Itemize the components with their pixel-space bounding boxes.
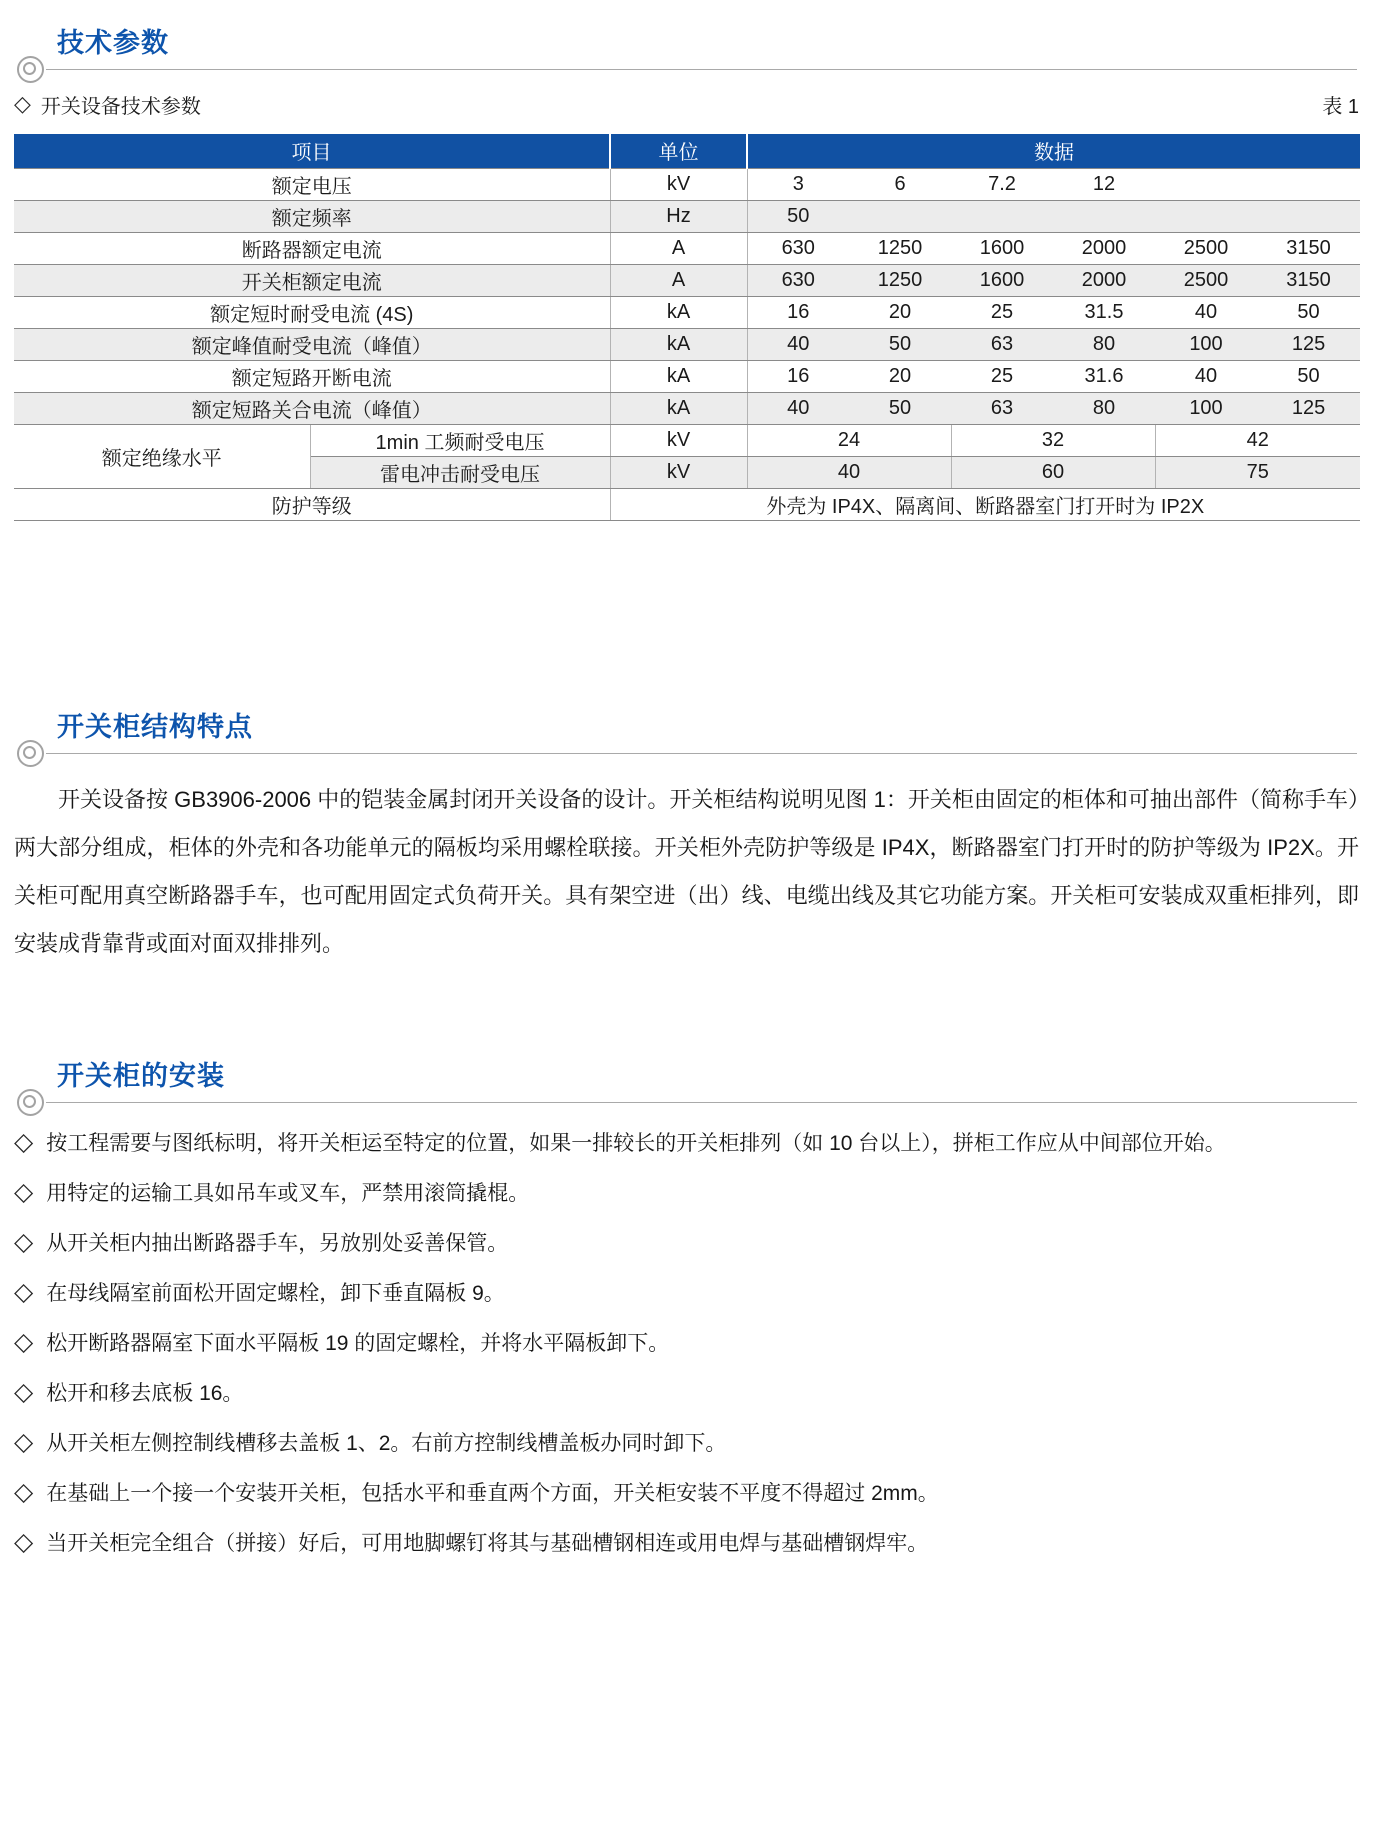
list-item-text: 从开关柜内抽出断路器手车，另放别处妥善保管。: [46, 1231, 509, 1255]
list-item: [14, 1217, 1359, 1267]
cell-unit: A: [610, 232, 747, 264]
cell-label: 额定频率: [14, 200, 610, 232]
cell-value: 100: [1155, 392, 1257, 424]
table-row: [14, 200, 1360, 232]
cell-value: 63: [951, 392, 1053, 424]
cell-value: [1257, 168, 1360, 200]
table-row: [14, 168, 1360, 200]
list-item-text: 按工程需要与图纸标明，将开关柜运至特定的位置，如果一排较长的开关柜排列（如 10 台以上），拼柜工作应从中间部位开始。: [46, 1131, 1226, 1155]
cell-value: [1155, 200, 1257, 232]
cell-value: 2000: [1053, 264, 1155, 296]
structure-paragraph: 开关设备按 GB3906-2006 中的铠装金属封闭开关设备的设计。开关柜结构说明见图 1：开关柜由固定的柜体和可抽出部件（简称手车）两大部分组成，柜体的外壳和各功能单元的隔板均采用螺栓联接。开关柜外壳防护等级是 IP4X，断路器室门打开时的防护等级为 IP2X。开关柜可配用真空断路器手车，也可配用固定式负荷开关。具有架空进（出）线、电缆出线及其它功能方案。开关柜可安装成双重柜排列，即安装成背靠背或面对面双排排列。: [14, 786, 1359, 956]
cell-value: 16: [747, 360, 849, 392]
table-row: [14, 488, 1360, 520]
cell-value: 2000: [1053, 232, 1155, 264]
divider-line: [46, 753, 1357, 754]
ring-marker-icon: [17, 1089, 44, 1116]
section-title: 开关柜的安装: [57, 1060, 225, 1091]
cell-value: 24: [747, 424, 951, 456]
cell-value: 31.5: [1053, 296, 1155, 328]
divider-line: [46, 69, 1357, 70]
section-header-tech-params: [14, 0, 1359, 84]
cell-value: 20: [849, 360, 951, 392]
cell-value: 25: [951, 360, 1053, 392]
cell-value: 630: [747, 232, 849, 264]
table-caption-row: [14, 90, 1359, 118]
list-item: [14, 1267, 1359, 1317]
list-item: [14, 1517, 1359, 1567]
ring-marker-icon: [17, 56, 44, 83]
ring-marker-icon: [17, 740, 44, 767]
cell-label: 额定短路关合电流（峰值）: [14, 392, 610, 424]
cell-unit: kA: [610, 360, 747, 392]
list-item-text: 松开断路器隔室下面水平隔板 19 的固定螺栓，并将水平隔板卸下。: [46, 1331, 670, 1355]
diamond-icon: ◇: [14, 1377, 34, 1406]
diamond-icon: ◇: [14, 1477, 34, 1506]
table-row: [14, 424, 1360, 456]
list-item-text: 在母线隔室前面松开固定螺栓，卸下垂直隔板 9。: [46, 1281, 505, 1305]
list-item: [14, 1167, 1359, 1217]
cell-value: 40: [747, 328, 849, 360]
cell-value: 3150: [1257, 264, 1360, 296]
cell-value: 25: [951, 296, 1053, 328]
spec-table: [14, 134, 1360, 521]
cell-value: 7.2: [951, 168, 1053, 200]
cell-value: 42: [1155, 424, 1360, 456]
section-header-structure: [14, 710, 1359, 768]
diamond-icon: ◇: [14, 1127, 34, 1156]
cell-value: 75: [1155, 456, 1360, 488]
section-title: 开关柜结构特点: [57, 711, 253, 742]
cell-sublabel: 雷电冲击耐受电压: [310, 456, 610, 488]
cell-sublabel: 1min 工频耐受电压: [310, 424, 610, 456]
list-item-text: 从开关柜左侧控制线槽移去盖板 1、2。右前方控制线槽盖板办同时卸下。: [46, 1431, 727, 1455]
cell-value: 125: [1257, 392, 1360, 424]
cell-label: 额定峰值耐受电流（峰值）: [14, 328, 610, 360]
cell-value: 1600: [951, 264, 1053, 296]
section-rule: [14, 56, 1359, 84]
cell-label: 开关柜额定电流: [14, 264, 610, 296]
section-header-installation: [14, 1059, 1359, 1117]
cell-value: [951, 200, 1053, 232]
cell-value: 2500: [1155, 264, 1257, 296]
cell-value: 16: [747, 296, 849, 328]
table-header-row: [14, 134, 1360, 168]
cell-label-insulation: 额定绝缘水平: [14, 424, 310, 488]
cell-value: 80: [1053, 328, 1155, 360]
cell-label: 额定短时耐受电流 (4S): [14, 296, 610, 328]
list-item: [14, 1117, 1359, 1167]
cell-value: [1257, 200, 1360, 232]
cell-value: 40: [1155, 360, 1257, 392]
cell-value: 50: [1257, 296, 1360, 328]
cell-value: 1600: [951, 232, 1053, 264]
table-row: [14, 392, 1360, 424]
list-item: [14, 1367, 1359, 1417]
cell-value: 1250: [849, 264, 951, 296]
cell-unit: kV: [610, 456, 747, 488]
table-number-tag: 表 1: [1322, 95, 1359, 118]
cell-unit: A: [610, 264, 747, 296]
cell-value: [1053, 200, 1155, 232]
diamond-icon: ◇: [14, 91, 31, 116]
cell-value: 3: [747, 168, 849, 200]
table-row: [14, 328, 1360, 360]
cell-unit: kV: [610, 424, 747, 456]
cell-label: 额定短路开断电流: [14, 360, 610, 392]
list-item-text: 当开关柜完全组合（拼接）好后，可用地脚螺钉将其与基础槽钢相连或用电焊与基础槽钢焊牢。: [46, 1531, 929, 1555]
cell-value: 6: [849, 168, 951, 200]
cell-value: 60: [951, 456, 1155, 488]
section-rule: [14, 740, 1359, 768]
cell-value: 12: [1053, 168, 1155, 200]
cell-protection-value: 外壳为 IP4X、隔离间、断路器室门打开时为 IP2X: [610, 488, 1360, 520]
ring-marker-inner-icon: [23, 1095, 36, 1108]
table-row: [14, 264, 1360, 296]
table-row: [14, 296, 1360, 328]
cell-value: 2500: [1155, 232, 1257, 264]
cell-value: 40: [747, 392, 849, 424]
section-rule: [14, 1089, 1359, 1117]
cell-value: 50: [849, 328, 951, 360]
cell-value: 31.6: [1053, 360, 1155, 392]
cell-value: 20: [849, 296, 951, 328]
cell-unit: kA: [610, 392, 747, 424]
cell-value: [1155, 168, 1257, 200]
cell-unit: kV: [610, 168, 747, 200]
diamond-icon: ◇: [14, 1277, 34, 1306]
ring-marker-inner-icon: [23, 746, 36, 759]
cell-value: [849, 200, 951, 232]
cell-value: 3150: [1257, 232, 1360, 264]
cell-value: 32: [951, 424, 1155, 456]
table-row: [14, 360, 1360, 392]
cell-value: 63: [951, 328, 1053, 360]
cell-label: 断路器额定电流: [14, 232, 610, 264]
cell-value: 40: [747, 456, 951, 488]
diamond-icon: ◇: [14, 1427, 34, 1456]
ring-marker-inner-icon: [23, 62, 36, 75]
cell-label: 防护等级: [14, 488, 610, 520]
list-item: [14, 1417, 1359, 1467]
list-item-text: 用特定的运输工具如吊车或叉车，严禁用滚筒撬棍。: [46, 1181, 530, 1205]
header-item: 项目: [14, 134, 610, 168]
installation-list: [14, 1117, 1359, 1567]
diamond-icon: ◇: [14, 1527, 34, 1556]
diamond-icon: ◇: [14, 1227, 34, 1256]
table-caption: 开关设备技术参数: [40, 95, 201, 118]
divider-line: [46, 1102, 1357, 1103]
list-item-text: 在基础上一个接一个安装开关柜，包括水平和垂直两个方面，开关柜安装不平度不得超过 2mm。: [46, 1481, 939, 1505]
cell-unit: kA: [610, 328, 747, 360]
list-item-text: 松开和移去底板 16。: [46, 1381, 244, 1405]
cell-value: 125: [1257, 328, 1360, 360]
section-title: 技术参数: [57, 28, 169, 58]
cell-value: 50: [849, 392, 951, 424]
list-item: [14, 1317, 1359, 1367]
cell-unit: Hz: [610, 200, 747, 232]
header-unit: 单位: [610, 134, 747, 168]
cell-value: 80: [1053, 392, 1155, 424]
table-row: [14, 232, 1360, 264]
cell-value: 40: [1155, 296, 1257, 328]
cell-value: 630: [747, 264, 849, 296]
cell-value: 50: [1257, 360, 1360, 392]
cell-unit: kA: [610, 296, 747, 328]
diamond-icon: ◇: [14, 1177, 34, 1206]
cell-label: 额定电压: [14, 168, 610, 200]
cell-value: 50: [747, 200, 849, 232]
header-data: 数据: [747, 134, 1360, 168]
cell-value: 100: [1155, 328, 1257, 360]
list-item: [14, 1467, 1359, 1517]
diamond-icon: ◇: [14, 1327, 34, 1356]
cell-value: 1250: [849, 232, 951, 264]
